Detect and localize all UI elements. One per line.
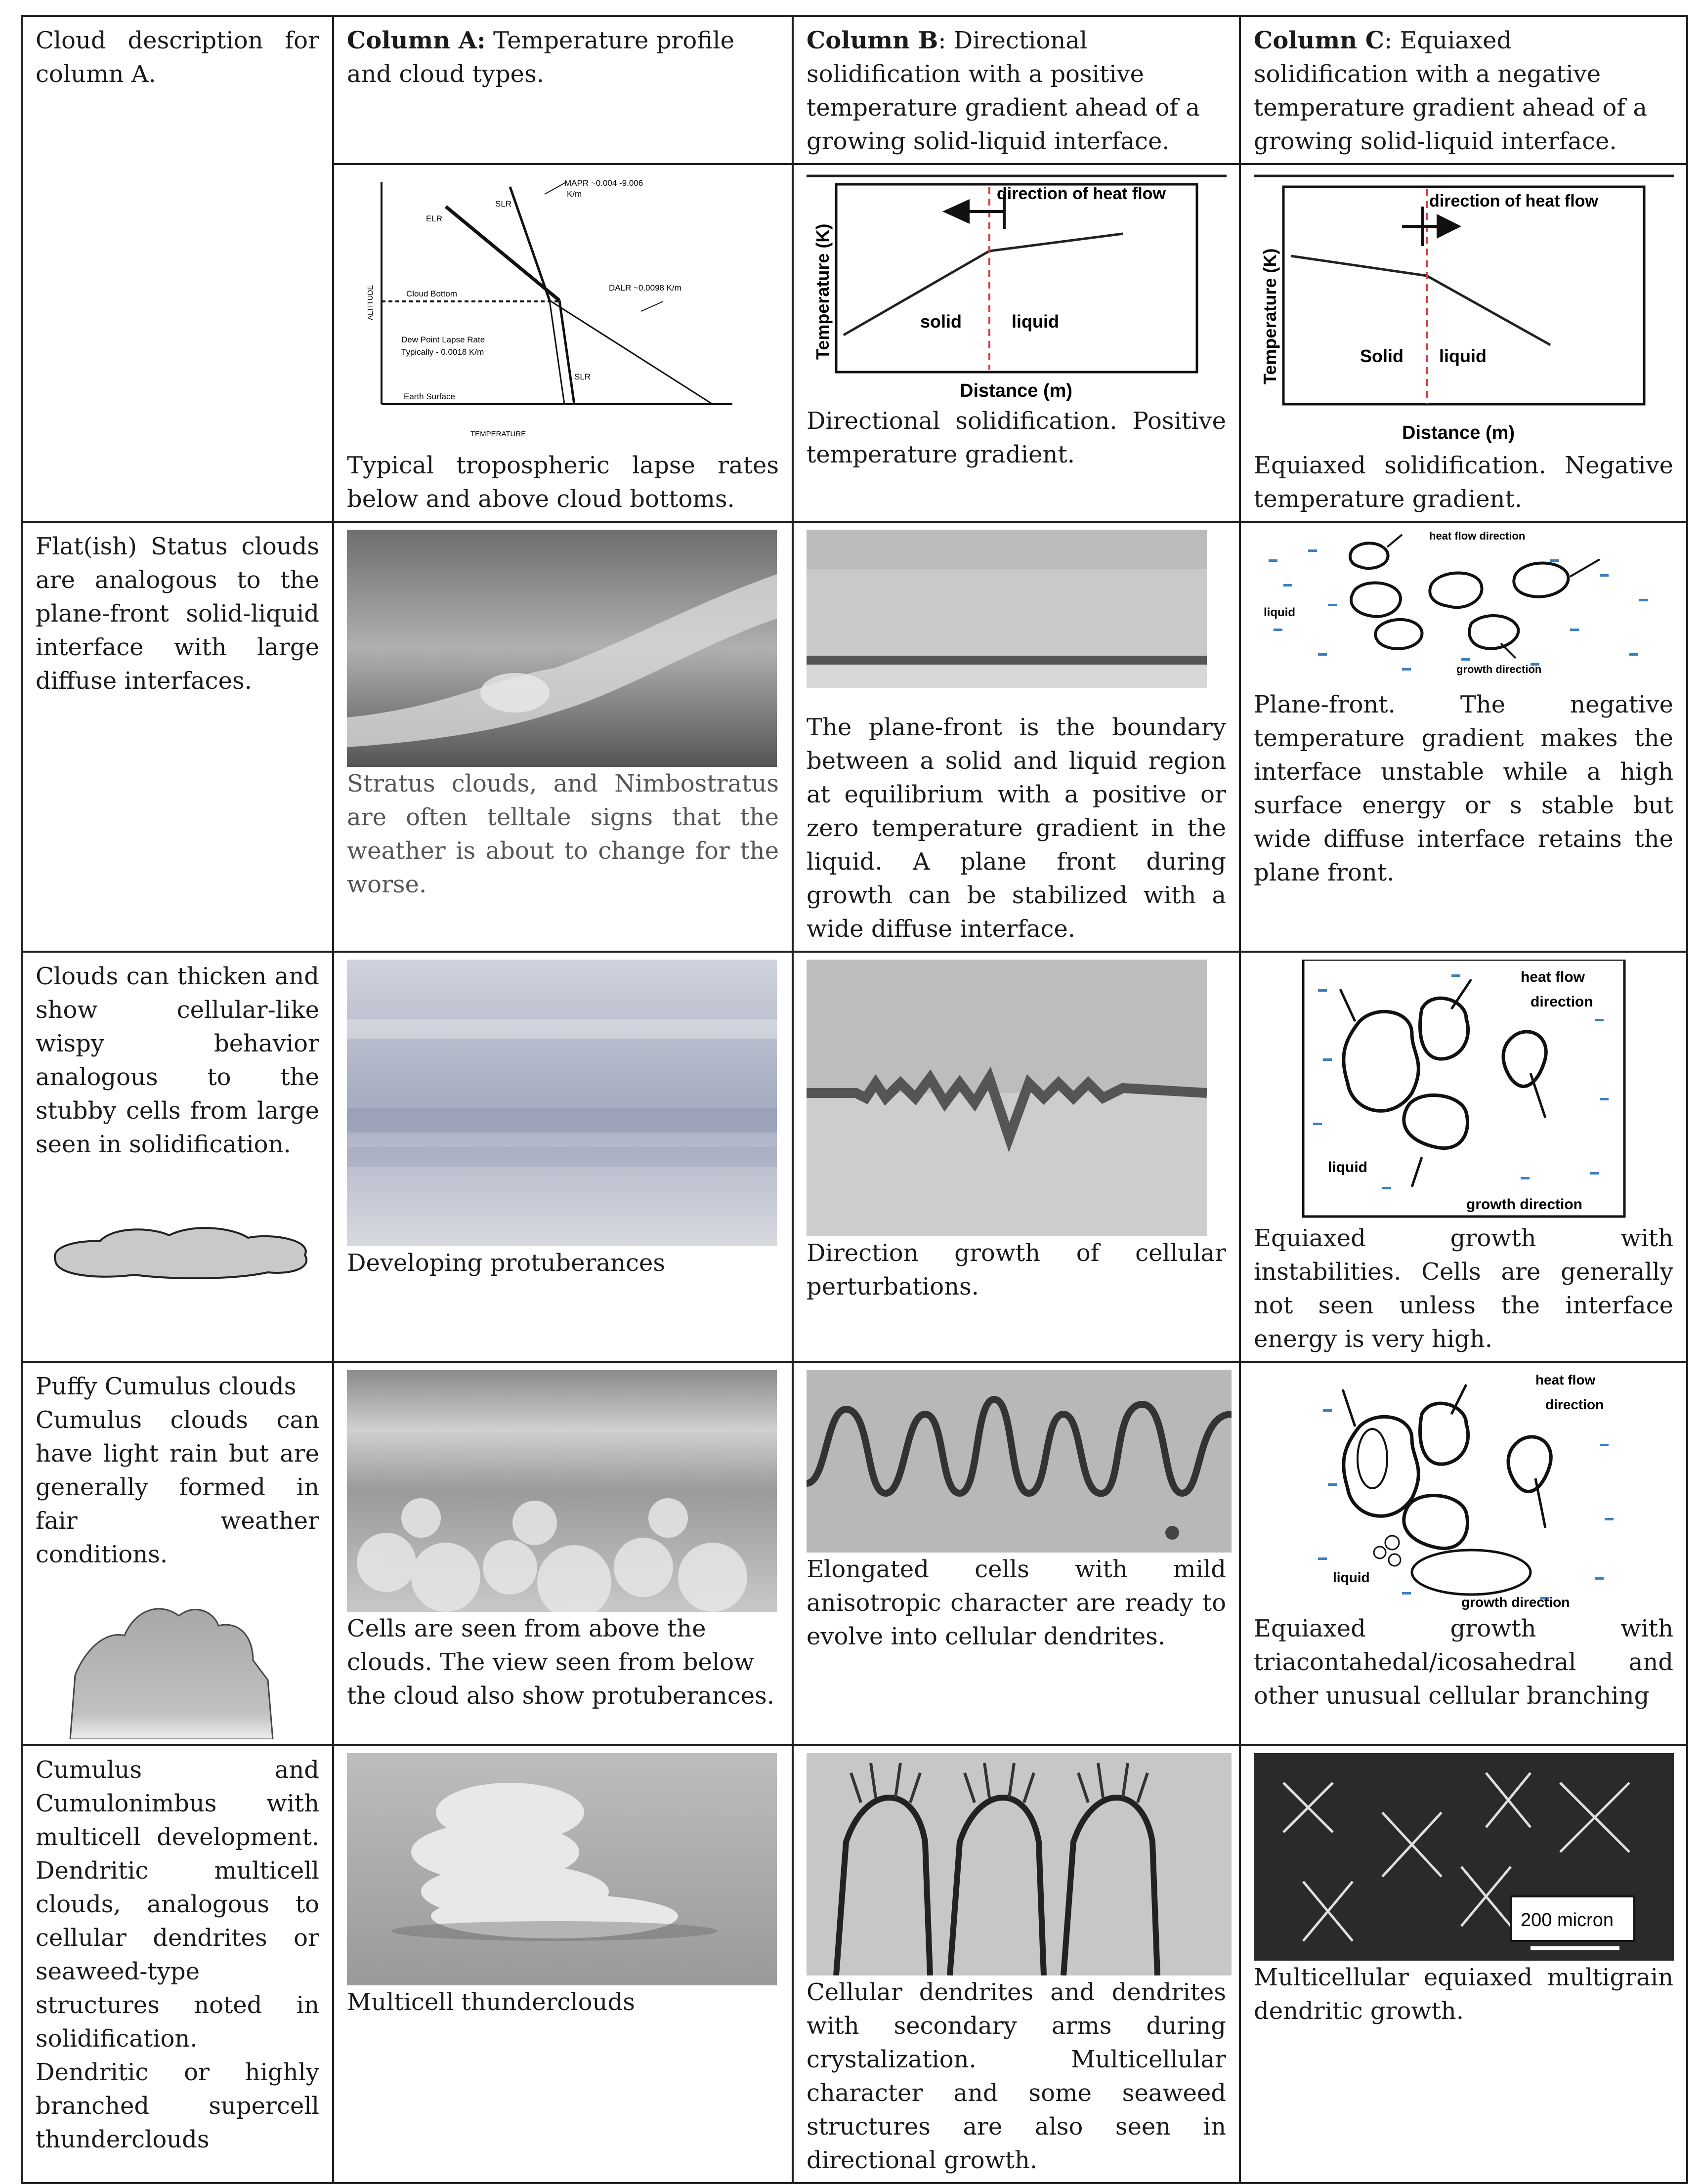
- cell-b1: [793, 522, 1240, 952]
- cell-a1: [333, 522, 793, 952]
- slr-label: SLR: [495, 199, 512, 209]
- row-label-header: Cloud description for column A.: [22, 16, 333, 522]
- caption-c0: Equiaxed solidification. Negative temperature gradient.: [1254, 452, 1673, 513]
- cell-b4: [793, 1745, 1240, 2183]
- dalr-label: DALR ~0.0098 K/m: [609, 283, 681, 293]
- caption-c3: Equiaxed growth with triacontahedal/icosahedral and other unusual cellular branching: [1254, 1615, 1673, 1710]
- col-b-header: Column B: Directional solidification with a positive temperature gradient ahead of a growing solid-liquid interface.: [793, 16, 1240, 164]
- caption-c4: Multicellular equiaxed multigrain dendritic growth.: [1254, 1964, 1673, 2025]
- elr-label: ELR: [426, 214, 443, 223]
- caption-a1: Stratus clouds, and Nimbostratus are often telltale signs that the weather is about to change for the worse.: [347, 770, 779, 898]
- cell-c3: [1240, 1362, 1687, 1745]
- cell-description-r2: [22, 952, 333, 1362]
- slr-lower-label: SLR: [574, 372, 591, 381]
- equiaxed-plane-front-diagram: [1254, 530, 1674, 688]
- header-row: [22, 16, 1687, 164]
- temperature-axis-label: Temperature (K): [1260, 248, 1280, 384]
- liquid-label: liquid: [1333, 1570, 1370, 1585]
- caption-b1: The plane-front is the boundary between a solid and liquid region at equilibrium with a positive or zero temperature gradient in the liquid. A plane front during growth can be stabilized with a wide diffuse interface.: [807, 714, 1226, 943]
- row-3: [22, 1362, 1687, 1745]
- temperature-axis-label: Temperature (K): [812, 223, 833, 360]
- cell-description-r3: [22, 1362, 333, 1745]
- cell-b2: [793, 952, 1240, 1362]
- growth-direction-label: growth direction: [1456, 663, 1542, 675]
- cellular-perturbation-photo: [807, 960, 1207, 1236]
- distance-axis-label: Distance (m): [960, 380, 1073, 401]
- protuberance-photo: [347, 960, 777, 1246]
- cell-c4: [1240, 1745, 1687, 2183]
- equiaxed-instability-diagram: [1254, 960, 1674, 1221]
- row-4: [22, 1745, 1687, 2183]
- lapse-rate-diagram: [347, 172, 777, 449]
- solid-label: solid: [920, 311, 962, 332]
- flat-cloud-illustration: [36, 1206, 322, 1285]
- earth-surface-label: Earth Surface: [404, 392, 455, 401]
- direction-label: direction: [1531, 994, 1593, 1010]
- cell-b3: [793, 1362, 1240, 1745]
- caption-c2: Equiaxed growth with instabilities. Cells are generally not seen unless the interface energy is very high.: [1254, 1224, 1673, 1353]
- mapr-unit: K/m: [567, 189, 582, 199]
- dew-point-label: Dew Point Lapse Rate: [401, 335, 485, 344]
- row-1: [22, 522, 1687, 952]
- multicell-photo: [347, 1753, 777, 1985]
- caption-b0: Directional solidification. Positive temperature gradient.: [807, 407, 1226, 468]
- description-r1: Flat(ish) Status clouds are analogous to the plane-front solid-liquid interface with large diffuse interfaces.: [22, 522, 333, 952]
- liquid-label: liquid: [1328, 1159, 1367, 1176]
- caption-a3: Cells are seen from above the clouds. The view seen from below the cloud also show protuberances.: [347, 1615, 775, 1710]
- heat-flow-label: heat flow: [1521, 969, 1585, 985]
- liquid-label: liquid: [1264, 606, 1295, 619]
- dendrite-photo: [807, 1753, 1232, 1975]
- heat-flow-label: heat flow: [1535, 1372, 1596, 1387]
- cloud-bottom-label: Cloud Bottom: [406, 289, 457, 298]
- growth-direction-label: growth direction: [1461, 1595, 1570, 1610]
- row-2: [22, 952, 1687, 1362]
- equiaxed-graph: [1254, 172, 1674, 449]
- dew-point-value: Typically - 0.0018 K/m: [401, 347, 484, 357]
- equiaxed-branching-diagram: [1254, 1370, 1674, 1612]
- cell-a3: [333, 1362, 793, 1745]
- caption-b3: Elongated cells with mild anisotropic character are ready to evolve into cellular dendrites.: [807, 1555, 1226, 1650]
- caption-a2: Developing protuberances: [347, 1249, 665, 1277]
- temperature-axis-label: TEMPERATURE: [470, 430, 526, 438]
- liquid-label: liquid: [1012, 311, 1059, 332]
- stratus-photo: [347, 530, 777, 767]
- scale-bar-label: 200 micron: [1521, 1910, 1614, 1931]
- direction-label: direction: [1545, 1397, 1604, 1412]
- col-a-header: Column A: Temperature profile and cloud types.: [333, 16, 793, 164]
- growth-direction-label: growth direction: [1466, 1196, 1582, 1213]
- distance-axis-label: Distance (m): [1402, 422, 1515, 443]
- cumulus-above-photo: [347, 1370, 777, 1612]
- description-r3-title: Puffy Cumulus clouds: [36, 1373, 297, 1400]
- caption-b2: Direction growth of cellular perturbations.: [807, 1239, 1226, 1301]
- comparison-table: [21, 15, 1688, 2184]
- heat-flow-label: heat flow direction: [1429, 530, 1526, 542]
- cell-a4: [333, 1745, 793, 2183]
- cell-c0: [1240, 164, 1687, 522]
- liquid-label: liquid: [1439, 346, 1487, 366]
- solid-label: Solid: [1360, 346, 1403, 366]
- description-r2: Clouds can thicken and show cellular-like wispy behavior analogous to the stubby cells from large seen in solidification.: [36, 963, 319, 1158]
- description-r4: Cumulus and Cumulonimbus with multicell development. Dendritic multicell clouds, analogous to cellular dendrites or seaweed-type structures noted in solidification.: [36, 1756, 319, 2053]
- directional-graph: [807, 172, 1227, 404]
- plane-front-photo: [807, 530, 1207, 688]
- cell-description-r4: [22, 1745, 333, 2183]
- altitude-label: ALTITUDE: [366, 285, 375, 320]
- cell-a2: [333, 952, 793, 1362]
- description-r3: Cumulus clouds can have light rain but are generally formed in fair weather conditions.: [36, 1406, 319, 1568]
- col-c-header: Column C: Equiaxed solidification with a negative temperature gradient ahead of a growing solid-liquid interface.: [1240, 16, 1687, 164]
- heat-flow-label: direction of heat flow: [997, 184, 1166, 203]
- description-r4b: Dendritic or highly branched supercell thunderclouds: [36, 2058, 319, 2153]
- mapr-label: MAPR ~0.004 -9.006: [564, 178, 643, 188]
- caption-c1: Plane-front. The negative temperature gradient makes the interface unstable while a high surface energy or s stable but wide diffuse interface retains the plane front.: [1254, 691, 1673, 886]
- caption-a0: Typical tropospheric lapse rates below and above cloud bottoms.: [347, 452, 779, 513]
- cumulus-cloud-illustration: [36, 1591, 322, 1739]
- cell-c2: [1240, 952, 1687, 1362]
- cell-a0: [333, 164, 793, 522]
- cell-c1: [1240, 522, 1687, 952]
- cell-b0: [793, 164, 1240, 522]
- elongated-cells-photo: [807, 1370, 1232, 1553]
- caption-b4: Cellular dendrites and dendrites with secondary arms during crystalization. Multicellular character and some seaweed structures are also seen in directional growth.: [807, 1978, 1226, 2174]
- micrograph: [1254, 1753, 1674, 1961]
- caption-a4: Multicell thunderclouds: [347, 1988, 635, 2016]
- heat-flow-label: direction of heat flow: [1429, 192, 1598, 210]
